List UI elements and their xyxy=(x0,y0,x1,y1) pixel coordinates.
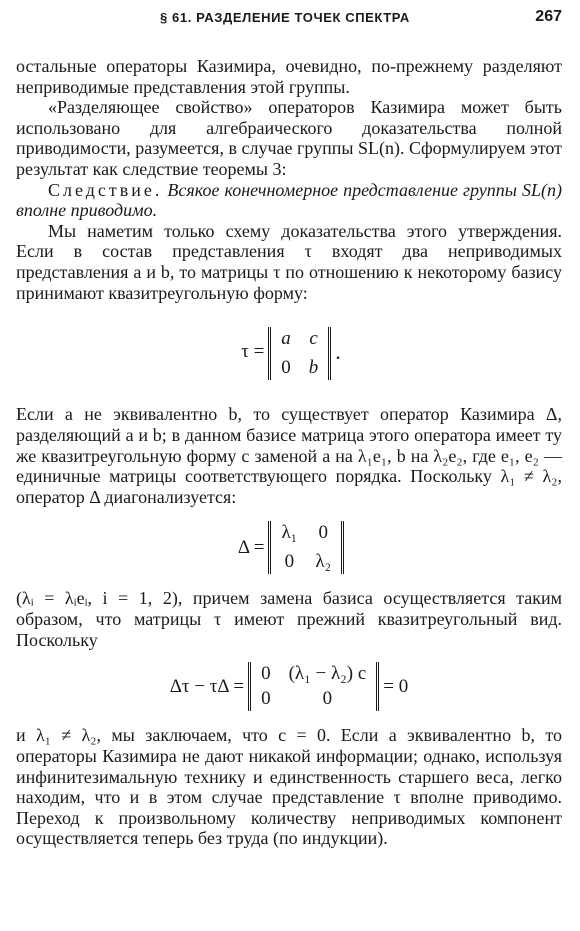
matrix-cell: c xyxy=(309,328,318,350)
matrix-cell: λ₂ xyxy=(315,550,332,572)
matrix-cell: 0 xyxy=(322,687,333,709)
matrix-cell: 0 xyxy=(261,687,271,709)
matrix-cell: b xyxy=(308,356,319,378)
matrix-cell: 0 xyxy=(261,663,271,685)
paragraph-6: и λ₁ ≠ λ₂, мы заключаем, что c = 0. Если a эквивалентно b, то операторы Казимира не дают никакой информации; однако, используя инфинитезимальную технику и единственность старшего веса, легко находим, что и в этом случае представление τ вполне приводимо. Переход к произвольному количеству неприводимых компонент осуществляется теперь без труда (по индукции). xyxy=(16,725,562,849)
formula-tau-lhs: τ = xyxy=(241,341,265,363)
running-header xyxy=(0,8,580,34)
paragraph-1: остальные операторы Казимира, очевидно, по-прежнему разделяют неприводимые представления этой группы. xyxy=(16,56,562,97)
matrix-cell: 0 xyxy=(284,550,295,572)
page-number: 267 xyxy=(535,8,562,25)
formula-delta-matrix xyxy=(268,521,344,574)
matrix-cell: a xyxy=(281,328,291,350)
matrix-cell: (λ₁ − λ₂) c xyxy=(288,663,367,685)
paragraph-2: «Разделяющее свойство» операторов Казимира может быть использовано для алгебраического доказательства полной приводимости, разумеется, в случае группы SL(n). Сформулируем этот результат как следствие теоремы 3: xyxy=(16,97,562,179)
formula-tau-end: . xyxy=(335,339,341,365)
matrix-cell: 0 xyxy=(281,356,291,378)
corollary-text: Всякое конечномерное представление группы SL(n) вполне приводимо. xyxy=(16,179,562,221)
formula-commutator xyxy=(16,662,562,711)
section-title: § 61. РАЗДЕЛЕНИЕ ТОЧЕК СПЕКТРА xyxy=(160,10,410,25)
matrix-cell: 0 xyxy=(318,522,328,544)
formula-tau-matrix xyxy=(268,327,331,380)
formula-commutator-lhs: Δτ − τΔ = xyxy=(169,675,245,697)
formula-commutator-rhs: = 0 xyxy=(383,675,409,697)
formula-delta-lhs: Δ = xyxy=(237,536,265,558)
corollary-label: Следствие. xyxy=(48,179,163,200)
formula-tau xyxy=(16,315,562,390)
paragraph-3: Мы наметим только схему доказательства этого утверждения. Если в состав представления τ входят два неприводимых представления a и b, то матрицы τ по отношению к некоторому базису принимают квазитреугольную форму: xyxy=(16,220,562,303)
paragraph-5: (λᵢ = λᵢeᵢ, i = 1, 2), причем замена базиса осуществляется таким образом, что матрицы τ имеют прежний квазитреугольный вид. Поскольку xyxy=(16,588,562,650)
page-body xyxy=(16,56,562,849)
formula-commutator-matrix xyxy=(248,662,379,711)
paragraph-4: Если a не эквивалентно b, то существует оператор Казимира Δ, разделяющий a и b; в данном базисе матрица этого оператора имеет ту же квазитреугольную форму с заменой a на λ₁e₁, b на λ₂e₂, где e₁, e₂ — единичные матрицы соответствующего порядка. Поскольку λ₁ ≠ λ₂, оператор Δ диагонализуется: xyxy=(16,404,562,507)
formula-delta xyxy=(16,521,562,574)
corollary xyxy=(16,180,562,221)
matrix-cell: λ₁ xyxy=(281,522,298,544)
